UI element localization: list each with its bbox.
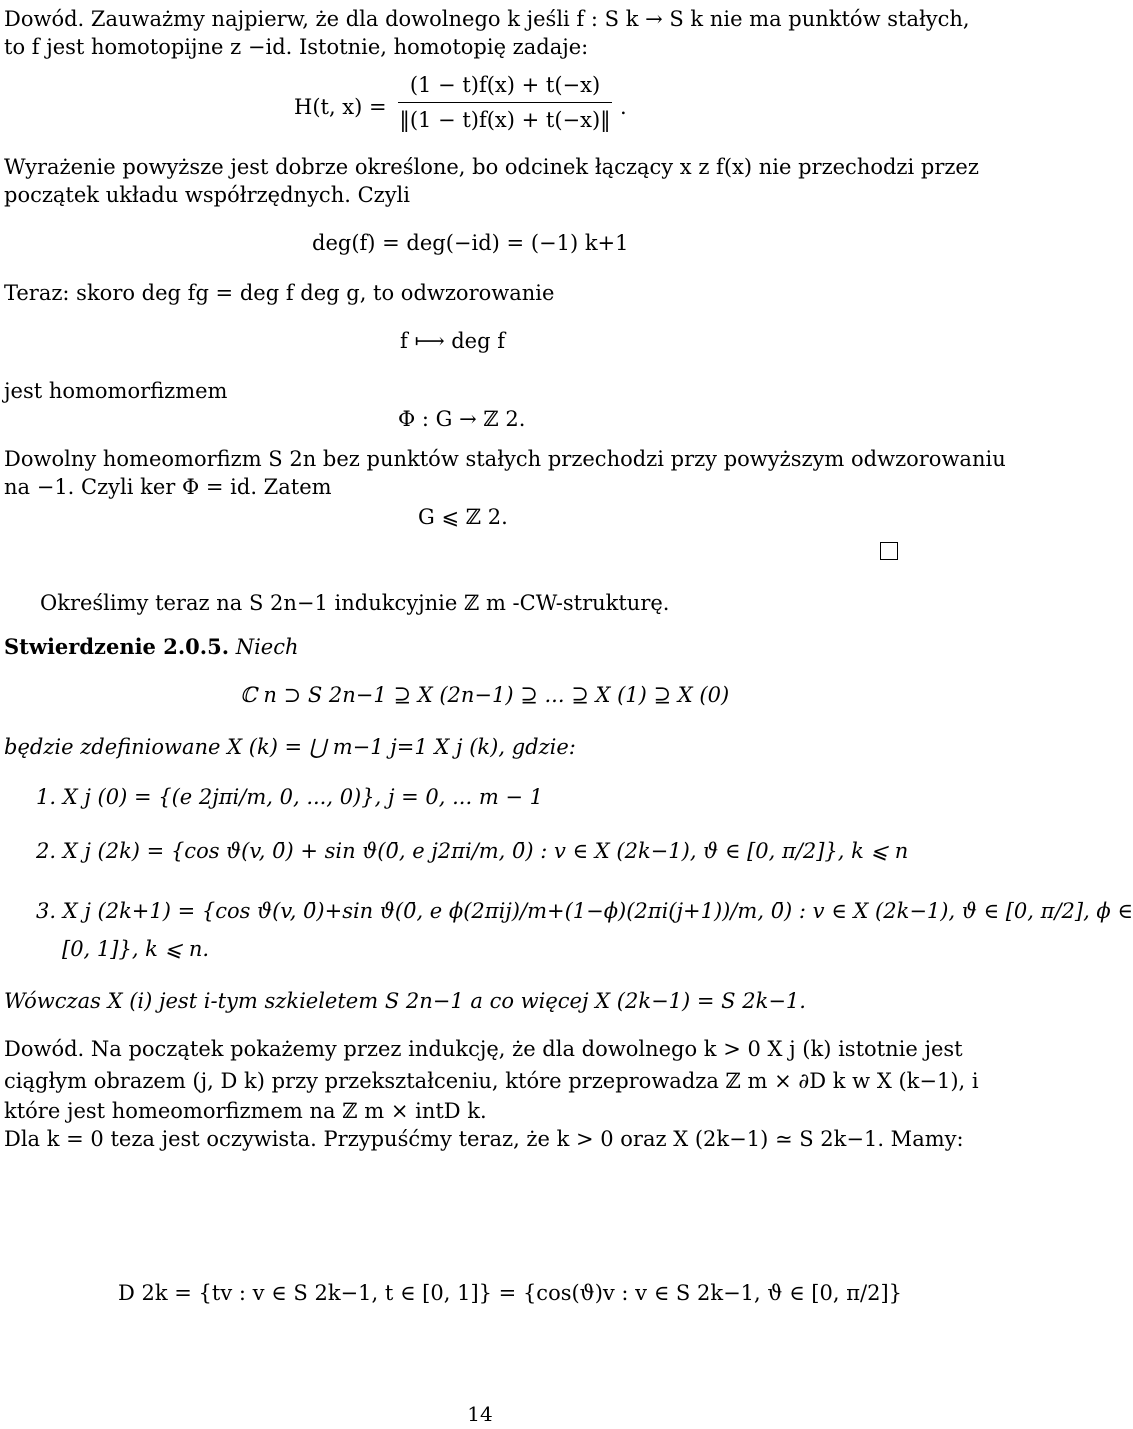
homotopy-lhs: H(t, x) =: [294, 95, 387, 119]
proof1-line7: Dowolny homeomorfizm S 2n bez punktów stałych przechodzi przy powyższym odwzorowaniu: [4, 447, 1006, 471]
page-number: 14: [467, 1402, 493, 1426]
proof1-line4: początek układu współrzędnych. Czyli: [4, 183, 410, 207]
theorem-niech: Niech: [235, 635, 299, 659]
disk-equation: D 2k = {tv : v ∈ S 2k−1, t ∈ [0, 1]} = {cos(ϑ)v : v ∈ S 2k−1, ϑ ∈ [0, π/2]}: [118, 1281, 902, 1305]
theorem-conclusion: Wówczas X (i) jest i-tym szkieletem S 2n−1 a co więcej X (2k−1) = S 2k−1.: [4, 989, 806, 1013]
proof1-line5: Teraz: skoro deg fg = deg f deg g, to odwzorowanie: [4, 281, 555, 305]
homotopy-period: .: [620, 95, 627, 119]
theorem-label: Stwierdzenie 2.0.5.: [4, 634, 230, 659]
proof2-line2: ciągłym obrazem (j, D k) przy przekształceniu, które przeprowadza ℤ m × ∂D k w X (k−1), i: [4, 1069, 979, 1093]
proof1-line8: na −1. Czyli ker Φ = id. Zatem: [4, 475, 332, 499]
theorem-heading: [4, 632, 954, 662]
proof2-line4: Dla k = 0 teza jest oczywista. Przypuśćmy teraz, że k > 0 oraz X (2k−1) ≃ S 2k−1. Mamy:: [4, 1127, 964, 1151]
homotopy-numerator: (1 − t)f(x) + t(−x): [398, 70, 612, 103]
proof1-line1: Dowód. Zauważmy najpierw, że dla dowolnego k jeśli f : S k → S k nie ma punktów stałych,: [4, 7, 970, 31]
group-inequality: G ⩽ ℤ 2.: [418, 505, 508, 529]
theorem-item-2: 2. X j (2k) = {cos ϑ(v, 0̄) + sin ϑ(0̄, e j2πi/m, 0̄) : v ∈ X (2k−1), ϑ ∈ [0, π/2]}, k ⩽ n: [36, 839, 909, 863]
phi-homomorphism: Φ : G → ℤ 2.: [398, 407, 526, 431]
theorem-item-3-line1: 3. X j (2k+1) = {cos ϑ(v, 0̄)+sin ϑ(0̄, e ϕ(2πij)/m+(1−ϕ)(2πi(j+1))/m, 0̄) : v ∈ X (2k−1), ϑ ∈ [0, π/2], ϕ ∈: [36, 899, 1133, 923]
filtration-chain: ℂ n ⊃ S 2n−1 ⊇ X (2n−1) ⊇ ... ⊇ X (1) ⊇ X (0): [240, 683, 730, 707]
proof1-line6: jest homomorfizmem: [4, 379, 228, 403]
proof2-line3: które jest homeomorfizmem na ℤ m × intD k.: [4, 1099, 487, 1123]
degree-map: f ⟼ deg f: [400, 329, 505, 353]
proof2-line1: Dowód. Na początek pokażemy przez indukcję, że dla dowolnego k > 0 X j (k) istotnie jest: [4, 1037, 963, 1061]
theorem-item-1: 1. X j (0) = {(e 2jπi/m, 0, ..., 0)}, j = 0, ... m − 1: [36, 785, 544, 809]
theorem-definition: będzie zdefiniowane X (k) = ⋃ m−1 j=1 X j (k), gdzie:: [4, 735, 576, 759]
proof1-line3: Wyrażenie powyższe jest dobrze określone, bo odcinek łączący x z f(x) nie przechodzi przez: [4, 155, 979, 179]
cw-structure-intro: Określimy teraz na S 2n−1 indukcyjnie ℤ m -CW-strukturę.: [40, 591, 670, 615]
proof1-line2: to f jest homotopijne z −id. Istotnie, homotopię zadaje:: [4, 35, 589, 59]
qed-symbol: [880, 542, 898, 560]
degree-equation: deg(f) = deg(−id) = (−1) k+1: [312, 231, 629, 255]
theorem-item-3-line2: [0, 1]}, k ⩽ n.: [62, 937, 210, 961]
homotopy-fraction: [398, 70, 612, 136]
homotopy-denominator: ‖(1 − t)f(x) + t(−x)‖: [399, 108, 611, 133]
